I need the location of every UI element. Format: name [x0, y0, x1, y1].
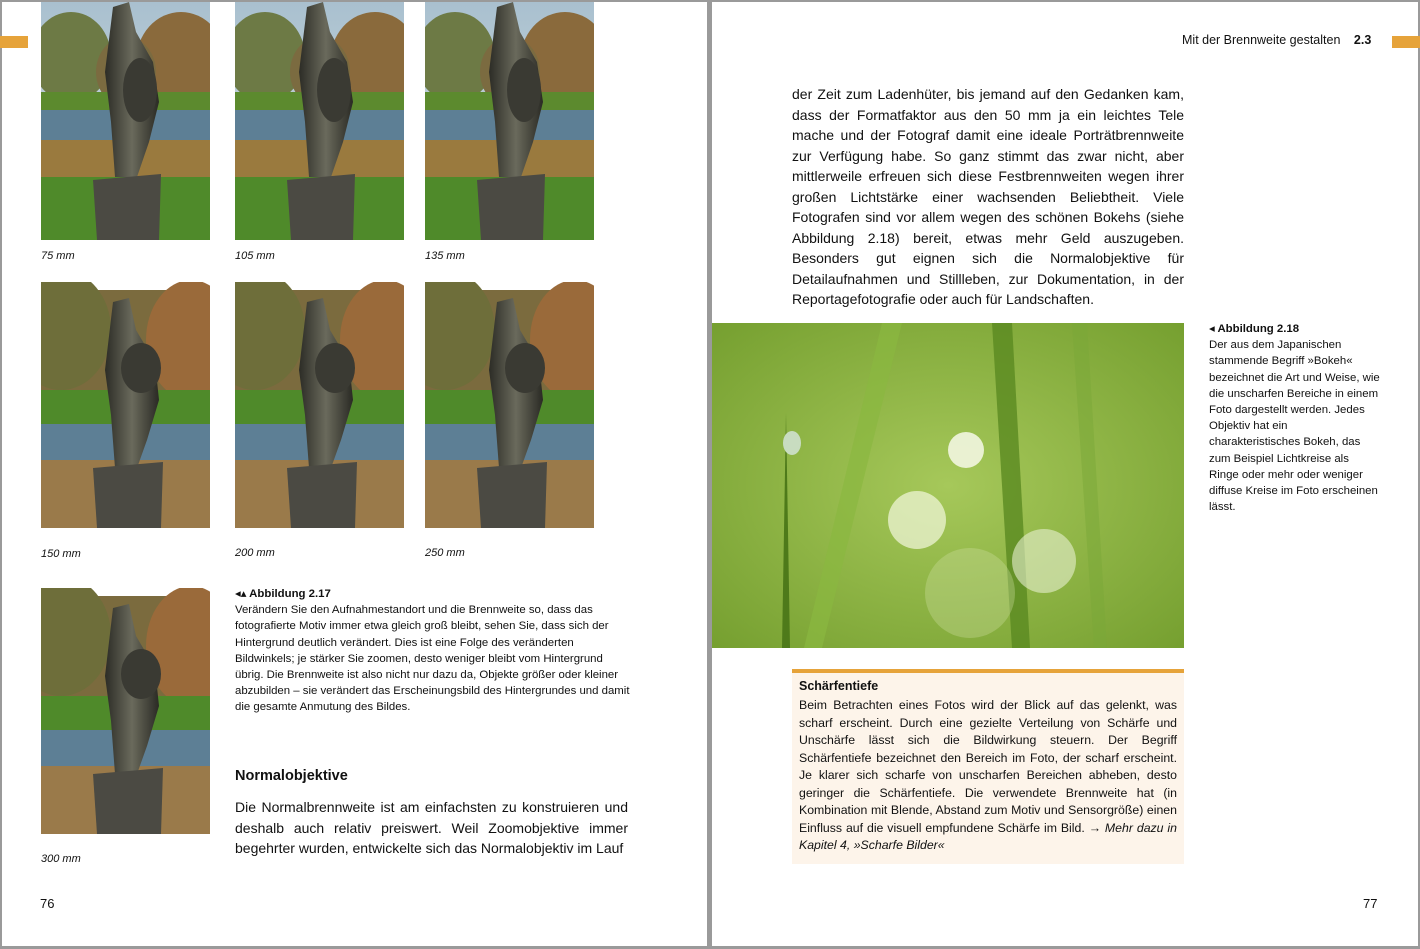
figure-2-17-caption — [235, 586, 630, 716]
photo-300mm — [41, 588, 210, 842]
infobox-text — [799, 697, 1177, 855]
caption-300mm: 300 mm — [41, 853, 81, 865]
arrow-icon: → — [1088, 820, 1101, 835]
page-number-right: 77 — [1363, 896, 1378, 911]
caption-200mm: 200 mm — [235, 547, 275, 559]
photo-135mm — [425, 2, 594, 240]
right-page — [712, 2, 1418, 946]
right-body-text: der Zeit zum Ladenhüter, bis jemand auf den Gedanken kam, dass der Formatfaktor aus den 50 mm ja ein leichtes Tele mache und der Fotograf damit eine ideale Porträtbrennweite zur Verfügung habe. So ganz stimmt das zwar nicht, aber mittlerweile erfreuen sich diese Festbrennweiten wegen ihrer großen Lichtstärke einer wachsenden Beliebtheit. Viele Fotografen sind vor allem wegen des schönen Bokehs (siehe Abbildung 2.18) bereit, etwas mehr Geld auszugeben. Besonders gut eignen sich die Normalobjektive für Detailaufnahmen und Stillleben, zur Dokumentation, in der Reportagefotografie oder auch für Landschaften. — [792, 86, 1184, 307]
figure-2-18-label: ◂ Abbildung 2.18 — [1209, 323, 1300, 335]
infobox-body: Beim Betrachten eines Fotos wird der Blick auf das gelenkt, was scharf erscheint. Durch eine gezielte Verteilung von Schärfe und Unschärfe lässt sich die Bildwirkung steuern. Der Begriff Schärfentiefe bezeichnet den Bereich im Foto, der scharf erscheint. Je klarer sich scharfe von unscharfen Bereichen abheben, desto geringer die Schärfentiefe. Die verwendete Brennweite hat (in Kombination mit Blende, Abstand zum Motiv und Sensorgröße) einen Einfluss auf die visuell empfundene Schärfe im Bild. — [799, 698, 1177, 835]
caption-105mm: 105 mm — [235, 250, 275, 262]
photo-75mm — [41, 2, 210, 240]
figure-2-18-text: Der aus dem Japanischen stammende Begriff »Bokeh« bezeichnet die Art und Weise, wie die unscharfen Bereiche in einem Foto dargestellt werden. Jedes Objektiv hat ein charakteristisches Bokeh, das zum Beispiel Lichtkreise als Ringe oder mehr oder weniger diffuse Kreise im Foto erscheinen lässt. — [1209, 339, 1380, 514]
figure-2-17-label: ◂▴ Abbildung 2.17 — [235, 588, 331, 600]
caption-250mm: 250 mm — [425, 547, 465, 559]
infobox-link[interactable]: Mehr dazu in Kapitel 4, »Scharfe Bilder« — [799, 820, 1178, 852]
infobox-title: Schärfentiefe — [799, 679, 879, 693]
right-accent-tab — [1392, 36, 1420, 48]
caption-150mm: 150 mm — [41, 548, 81, 560]
page-number-left: 76 — [40, 896, 55, 911]
left-accent-tab — [0, 36, 28, 48]
left-page — [2, 2, 707, 946]
photo-105mm — [235, 2, 404, 240]
photo-200mm — [235, 282, 404, 536]
header-section: 2.3 — [1353, 33, 1372, 47]
caption-135mm: 135 mm — [425, 250, 465, 262]
photo-150mm — [41, 282, 210, 536]
bokeh-photo — [712, 323, 1184, 648]
infobox-schaerfentiefe — [792, 669, 1184, 864]
caption-75mm: 75 mm — [41, 250, 75, 262]
running-header — [1182, 33, 1371, 47]
figure-2-18-caption — [1209, 321, 1381, 515]
photo-250mm — [425, 282, 594, 536]
figure-2-17-text: Verändern Sie den Aufnahmestandort und die Brennweite so, dass das fotografierte Motiv immer etwa gleich groß bleibt, sehen Sie, dass sich der Hintergrund deutlich verändert. Dies ist eine Folge des veränderten Bildwinkels; je stärker Sie zoomen, desto weniger bleibt vom Hintergrund übrig. Die Brennweite ist also nicht nur dazu da, Objekte größer oder kleiner abzubilden – sie verändert das Erscheinungsbild des Hintergrundes und damit die gesamte Anmutung des Bildes. — [235, 604, 630, 714]
section-title: Normalobjektive — [235, 768, 348, 784]
left-body-text: Die Normalbrennweite ist am einfachsten zu konstruieren und deshalb auch relativ preiswert. Weil Zoomobjektive immer begehrter wurden, entwickelte sich das Normalobjektiv im Lauf — [235, 799, 628, 856]
header-title: Mit der Brennweite gestalten — [1182, 33, 1341, 47]
